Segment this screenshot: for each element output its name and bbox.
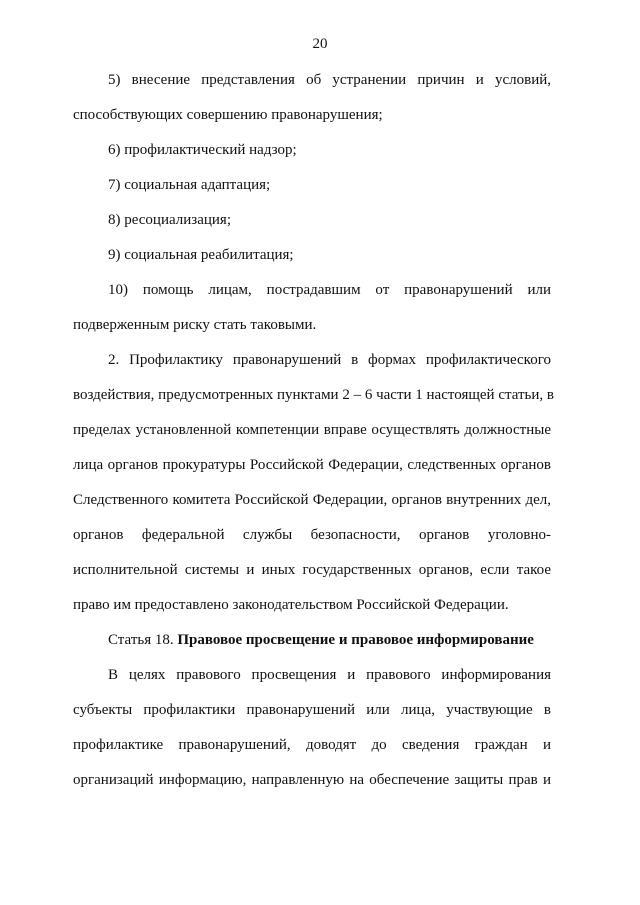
list-item-5: 5) внесение представления об устранении причин и условий,	[108, 72, 551, 88]
list-item-8: 8) ресоциализация;	[108, 212, 231, 228]
article-18-line: профилактике правонарушений, доводят до сведения граждан и	[73, 737, 551, 753]
article-number: Статья 18.	[108, 632, 174, 648]
article-title: Правовое просвещение и правовое информирование	[177, 632, 534, 648]
paragraph-2-line: 2. Профилактику правонарушений в формах профилактического	[108, 352, 551, 368]
paragraph-2-line: пределах установленной компетенции вправе осуществлять должностные	[73, 422, 551, 438]
paragraph-2-line: исполнительной системы и иных государственных органов, если такое	[73, 562, 551, 578]
paragraph-2-line: воздействия, предусмотренных пунктами 2 – 6 части 1 настоящей статьи, в	[73, 387, 554, 403]
page-number: 20	[312, 36, 328, 52]
paragraph-2-line: право им предоставлено законодательством Российской Федерации.	[73, 597, 509, 613]
list-item-10-cont: подверженным риску стать таковыми.	[73, 317, 317, 333]
article-18-line: В целях правового просвещения и правового информирования	[108, 667, 551, 683]
paragraph-2-line: Следственного комитета Российской Федерации, органов внутренних дел,	[73, 492, 551, 508]
article-18-line: организаций информацию, направленную на обеспечение защиты прав и	[73, 772, 551, 788]
list-item-5-cont: способствующих совершению правонарушения;	[73, 107, 383, 123]
list-item-7: 7) социальная адаптация;	[108, 177, 271, 193]
list-item-6: 6) профилактический надзор;	[108, 142, 297, 158]
list-item-10: 10) помощь лицам, пострадавшим от правонарушений или	[108, 282, 551, 298]
paragraph-2-line: лица органов прокуратуры Российской Федерации, следственных органов	[73, 457, 551, 473]
list-item-9: 9) социальная реабилитация;	[108, 247, 294, 263]
article-heading	[108, 631, 551, 649]
paragraph-2-line: органов федеральной службы безопасности, органов уголовно-	[73, 527, 551, 543]
article-18-line: субъекты профилактики правонарушений или лица, участвующие в	[73, 702, 551, 718]
